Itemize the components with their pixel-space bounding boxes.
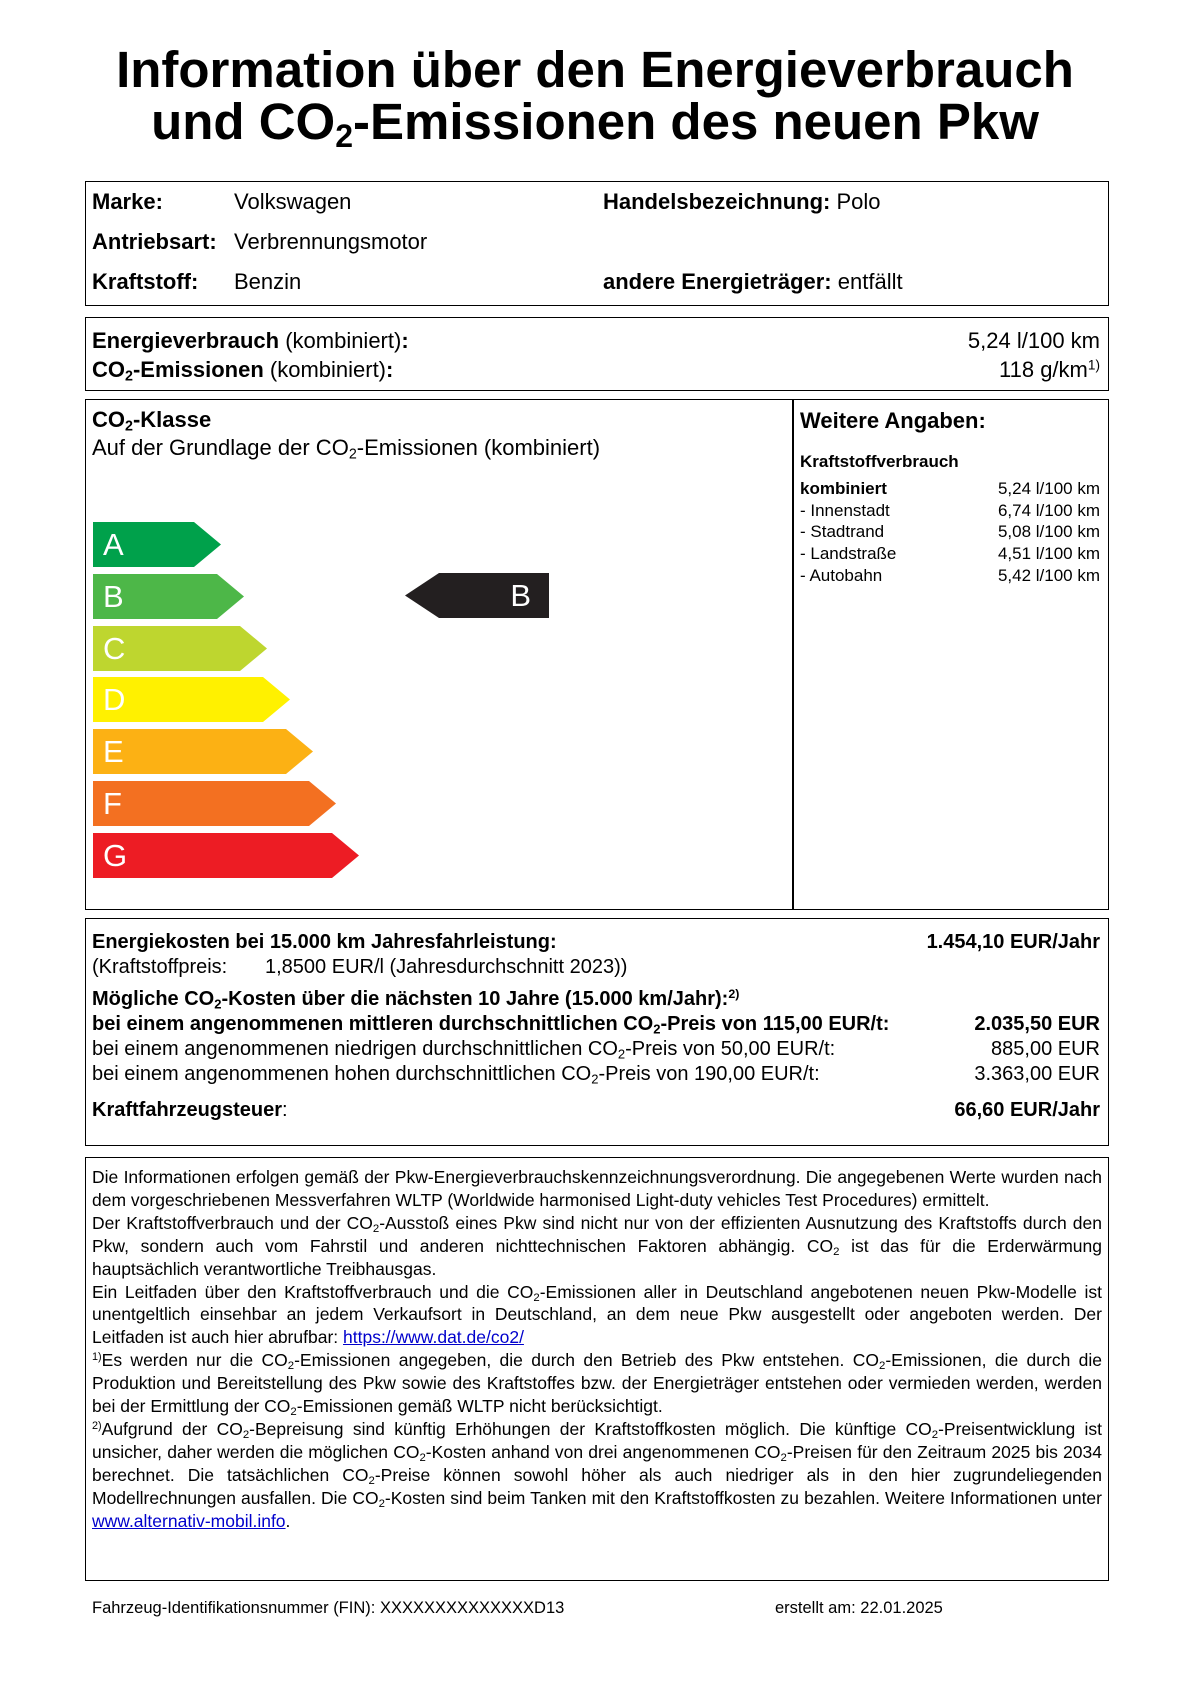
- co2-scenario-hoch-value: 3.363,00 EUR: [974, 1063, 1100, 1085]
- energieverbrauch-label: Energieverbrauch (kombiniert):: [92, 328, 409, 353]
- energieverbrauch-value: 5,24 l/100 km: [967, 328, 1100, 353]
- kraftstoffpreis-value: 1,8500 EUR/l (Jahresdurchschnitt 2023)): [265, 956, 628, 978]
- created-date-field: [775, 1598, 943, 1618]
- title-line-1: Information über den Energieverbrauch: [116, 41, 1074, 98]
- consumption-row: - Stadtrand 5,08 l/100 km: [800, 522, 1100, 542]
- consumption-row: - Landstraße 4,51 l/100 km: [800, 544, 1100, 564]
- consumption-row: - Autobahn 5,42 l/100 km: [800, 565, 1100, 585]
- arrow-shape-icon: [93, 729, 315, 774]
- co2-kosten-heading: Mögliche $CO_2$-Kosten über die nächsten 10 Jahre (15.000 km/Jahr):$^{2)}$: [92, 987, 740, 1012]
- current-co2-class-indicator: B: [405, 573, 549, 618]
- co2-class-arrow-c: C: [93, 626, 269, 671]
- co2-scenario-hoch-label: bei einem angenommenen hohen durchschnittlichen $CO_2$-Preis von 190,00 EUR/t:: [92, 1063, 820, 1087]
- antriebsart-label: Antriebsart:: [92, 229, 217, 254]
- title-line-2: und $CO_2$-Emissionen des neuen Pkw: [151, 93, 1039, 154]
- arrow-shape-icon: [93, 833, 361, 878]
- alternativ-mobil-link[interactable]: www.alternativ-mobil.info: [92, 1510, 286, 1531]
- marke-value: Volkswagen: [234, 189, 352, 214]
- co2-emissionen-value: 118 $g/km^{1)}$: [999, 357, 1100, 382]
- co2-class-arrow-a: A: [93, 522, 223, 567]
- fin-field: [92, 1598, 564, 1618]
- co2-scenario-niedrig-value: 885,00 EUR: [991, 1038, 1100, 1060]
- kfz-steuer-label: Kraftfahrzeugsteuer:: [92, 1099, 288, 1121]
- fin-label: Fahrzeug-Identifikationsnummer (FIN):: [92, 1599, 376, 1617]
- co2-emissionen-label: $CO_2$-Emissionen (kombiniert):: [92, 357, 394, 385]
- page-title: [0, 41, 1190, 154]
- footnote-2: $^{2)}$Aufgrund der $CO_2$-Bepreisung sind künftig Erhöhungen der Kraftstoffkosten möglich. Die künftige $CO_2$-Preisentwicklung ist unsicher, daher werden die möglichen $CO_2$-Kosten anhand von drei angenommenen $CO_2$-Preisen für den Zeitraum 2025 bis 2034 berechnet. Die tatsächlichen $CO_2$-Preise können sowohl höher als auch niedriger als in den hier zugrundeliegenden Modellrechnungen ausfallen. Die $CO_2$-Kosten sind beim Tanken mit den Kraftstoffkosten zu bezahlen. Weitere Informationen unter www.alternativ-mobil.info.: [92, 1418, 1102, 1531]
- co2-class-arrow-e: E: [93, 729, 315, 774]
- energiekosten-value: 1.454,10 EUR/Jahr: [926, 931, 1100, 953]
- co2-class-heading: $CO_2$-Klasse: [92, 407, 212, 435]
- handelsbezeichnung-field: Handelsbezeichnung: Polo: [603, 189, 881, 214]
- co2-scenario-mittel-label: bei einem angenommenen mittleren durchschnittlichen $CO_2$-Preis von 115,00 EUR/t:: [92, 1013, 890, 1037]
- kraftstoffpreis-label: (Kraftstoffpreis:: [92, 956, 228, 978]
- kraftstoffverbrauch-subheading: Kraftstoffverbrauch: [800, 452, 959, 471]
- antriebsart-value: Verbrennungsmotor: [234, 229, 428, 254]
- fin-value: XXXXXXXXXXXXXXD13: [379, 1599, 565, 1617]
- legal-paragraph-2: Der Kraftstoffverbrauch und der $CO_2$-Ausstoß eines Pkw sind nicht nur von der effizienten Ausnutzung des Kraftstoffs durch den Pkw, sondern auch vom Fahrstil und anderen nichttechnischen Faktoren abhängig. $CO_2$ ist das für die Erderwärmung hauptsächlich verantwortliche Treibhausgas.: [92, 1212, 1102, 1279]
- weitere-angaben-heading: Weitere Angaben:: [800, 408, 986, 433]
- co2-scenario-niedrig-label: bei einem angenommenen niedrigen durchschnittlichen $CO_2$-Preis von 50,00 EUR/t:: [92, 1038, 836, 1062]
- legal-paragraph-3: Ein Leitfaden über den Kraftstoffverbrauch und die $CO_2$-Emissionen aller in Deutschland angebotenen neuen Pkw-Modelle ist unentgeltlich einsehbar an jedem Verkaufsort in Deutschland, an dem neue Pkw ausgestellt oder angeboten werden. Der Leitfaden ist auch hier abrufbar: https://www.dat.de/co2/: [92, 1281, 1102, 1348]
- footnote-1: $^{1)}$Es werden nur die $CO_2$-Emissionen angegeben, die durch den Betrieb des Pkw entstehen. $CO_2$-Emissionen, die durch die Produktion und Bereitstellung des Pkw sowie des Kraftstoffes bzw. der Energieträger entstehen oder vermieden werden, werden bei der Ermittlung der $CO_2$-Emissionen gemäß WLTP nicht berücksichtigt.: [92, 1350, 1102, 1418]
- created-label: erstellt am:: [775, 1599, 856, 1617]
- energiekosten-label: Energiekosten bei 15.000 km Jahresfahrleistung:: [92, 931, 557, 953]
- legal-paragraph-1: Die Informationen erfolgen gemäß der Pkw-Energieverbrauchskennzeichnungsverordnung. Die angegebenen Werte wurden nach dem vorgeschriebenen Messverfahren WLTP (Worldwide harmonised Light-duty vehicles Test Procedures) ermittelt.: [92, 1167, 1102, 1210]
- legal-text: [92, 1166, 1102, 1533]
- andere-energietraeger-field: andere Energieträger: entfällt: [603, 269, 903, 294]
- kfz-steuer-value: 66,60 EUR/Jahr: [954, 1099, 1100, 1121]
- marke-label: Marke:: [92, 189, 163, 214]
- co2-class-arrow-b: B: [93, 574, 246, 619]
- co2-scenario-mittel-value: 2.035,50 EUR: [974, 1013, 1100, 1035]
- created-value: 22.01.2025: [860, 1599, 943, 1617]
- co2-class-arrow-f: F: [93, 781, 338, 826]
- consumption-table: [800, 478, 1100, 586]
- co2-class-arrow-g: G: [93, 833, 361, 878]
- kraftstoff-value: Benzin: [234, 269, 302, 294]
- arrow-shape-icon: [93, 781, 338, 826]
- dat-leitfaden-link[interactable]: https://www.dat.de/co2/: [343, 1327, 524, 1348]
- kraftstoff-label: Kraftstoff:: [92, 269, 199, 294]
- consumption-row: - Innenstadt 6,74 l/100 km: [800, 500, 1100, 520]
- co2-class-subheading: Auf der Grundlage der $CO_2$-Emissionen (kombiniert): [92, 435, 601, 463]
- column-divider: [792, 399, 794, 910]
- co2-class-arrow-d: D: [93, 677, 292, 722]
- consumption-row: kombiniert 5,24 l/100 km: [800, 479, 1100, 498]
